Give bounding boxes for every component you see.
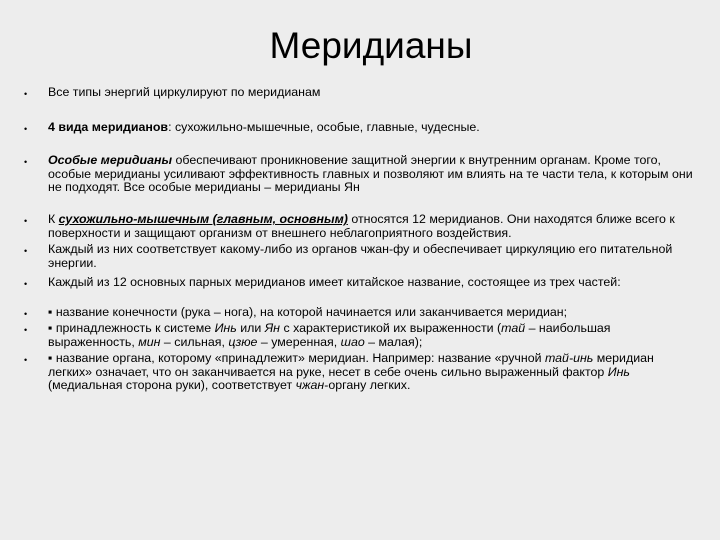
- bullet-icon: •: [24, 325, 28, 335]
- bullet-icon: •: [24, 246, 28, 256]
- bullet-icon: •: [24, 157, 28, 167]
- bullet-icon: •: [24, 89, 28, 99]
- bullet-icon: •: [24, 216, 28, 226]
- bullet-text: ▪ название органа, которому «принадлежит» меридиан. Например: название «ручной тай-инь меридиан легких» означает, что он заканчивается на руке, несет в себе очень сильно выраженный фактор Инь (медиальная сторона руки), соответствует чжан-органу легких.: [48, 351, 654, 393]
- bullet-text: ▪ название конечности (рука – нога), на которой начинается или заканчивается меридиан;: [48, 305, 568, 319]
- bullet-text: Особые меридианы обеспечивают проникновение защитной энергии к внутренним органам. Кроме того, особые меридианы усиливают эффективность главных и позволяют им влиять на те части тела, к которым они не подходят. Все особые меридианы – меридианы Ян: [48, 153, 693, 195]
- bullet-icon: •: [24, 279, 28, 289]
- bullet-icon: •: [24, 309, 28, 319]
- slide-title: Меридианы: [269, 25, 473, 66]
- bullet-text: К сухожильно-мышечным (главным, основным) относятся 12 меридианов. Они находятся ближе всего к поверхности и защищают организм от внешнего неблагоприятного воздействия.: [48, 212, 675, 240]
- bullet-text: Все типы энергий циркулируют по меридианам: [48, 85, 321, 99]
- bullet-text: Каждый из 12 основных парных меридианов имеет китайское название, состоящее из трех частей:: [48, 275, 621, 289]
- bullet-icon: •: [24, 355, 28, 365]
- bullet-text: Каждый из них соответствует какому-либо из органов чжан-фу и обеспечивает циркуляцию его питательной энергии.: [48, 242, 673, 270]
- bullet-text: ▪ принадлежность к системе Инь или Ян с характеристикой их выраженности (тай – наибольшая выраженность, мин – сильная, цзюе – умеренная, шао – малая);: [48, 321, 611, 349]
- bullet-icon: •: [24, 124, 28, 134]
- bullet-text: 4 вида меридианов: сухожильно-мышечные, особые, главные, чудесные.: [48, 120, 480, 134]
